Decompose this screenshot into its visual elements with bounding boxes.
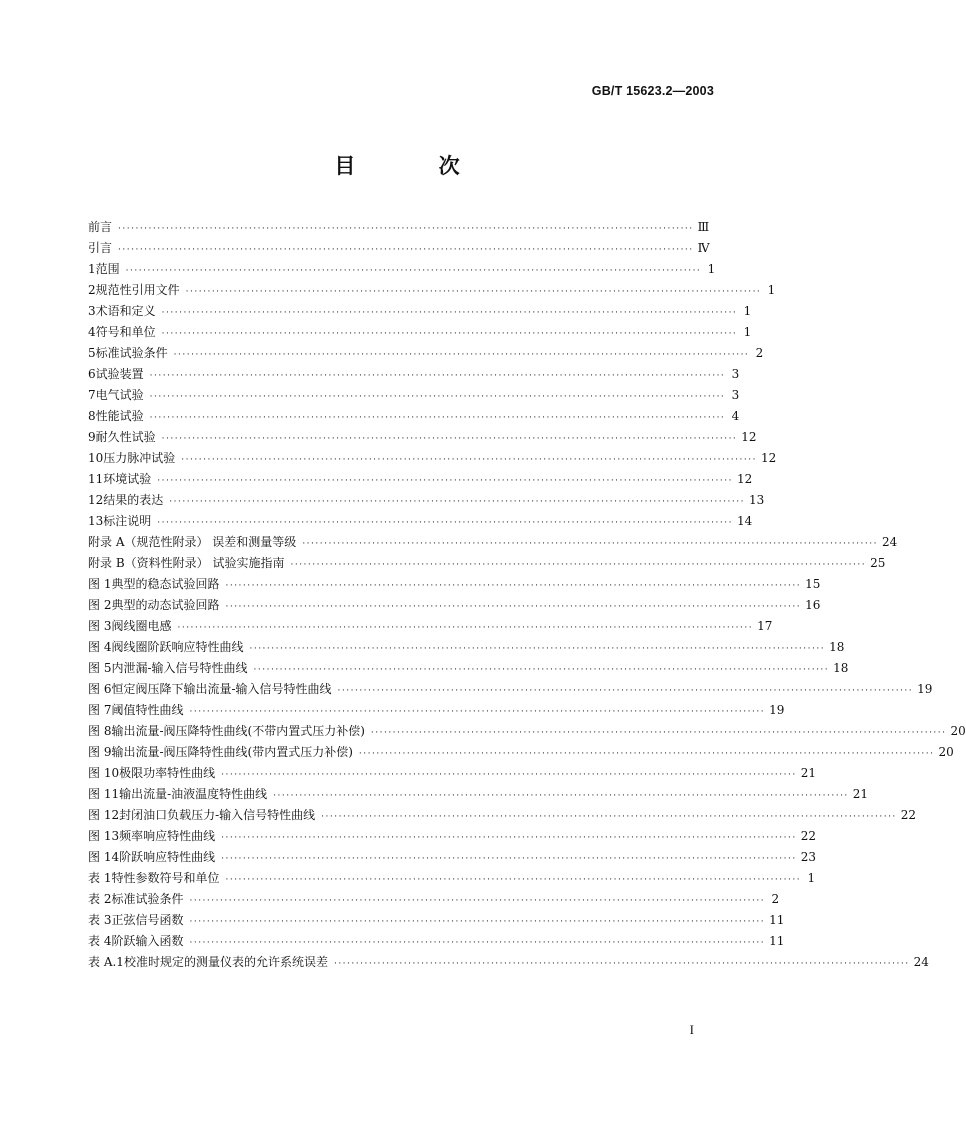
- toc-entry-leader: ····································································································································: [358, 749, 935, 759]
- toc-entry-number: 4: [88, 325, 96, 339]
- toc-entry-label: 环境试验: [103, 472, 152, 486]
- toc-entry-leader: ····································································································································: [221, 833, 797, 843]
- toc-entry-page: Ⅳ: [697, 241, 710, 255]
- toc-entry-number: 图 13: [88, 829, 120, 843]
- page-title: 目 次: [334, 154, 498, 178]
- toc-entry-label: 范围: [95, 262, 120, 276]
- toc-entry-number: 10: [88, 451, 104, 465]
- toc-entry-number: 图 10: [88, 766, 120, 780]
- toc-entry-page: 1: [743, 325, 752, 339]
- toc-entry[interactable]: [88, 952, 929, 973]
- toc-entry-page: 1: [743, 304, 752, 318]
- toc-entry[interactable]: [88, 616, 773, 637]
- toc-entry[interactable]: [88, 700, 785, 721]
- toc-entry-number: 2: [88, 283, 96, 297]
- toc-entry-label: 规范性引用文件: [95, 283, 180, 297]
- toc-entry-leader: ····································································································································: [225, 581, 802, 591]
- toc-entry-page: 1: [807, 871, 816, 885]
- toc-entry-leader: ····································································································································: [118, 245, 694, 255]
- toc-entry[interactable]: [88, 385, 740, 406]
- toc-entry-leader: ····································································································································: [189, 896, 766, 906]
- toc-entry-label: 阶跃输入函数: [111, 934, 184, 948]
- toc-entry[interactable]: [88, 364, 740, 385]
- toc-entry-label: 性能试验: [95, 409, 144, 423]
- toc-entry-label: 阀线圈电感: [111, 619, 172, 633]
- toc-entry-label: 输出流量-阀压降特性曲线(带内置式压力补偿): [111, 745, 353, 759]
- toc-entry[interactable]: [88, 238, 710, 259]
- toc-entry-label: 压力脉冲试验: [103, 451, 176, 465]
- toc-entry[interactable]: [88, 553, 886, 574]
- toc-entry-leader: ····································································································································: [225, 602, 802, 612]
- toc-entry-number: 13: [88, 514, 104, 528]
- toc-entry[interactable]: [88, 847, 817, 868]
- toc-entry[interactable]: [88, 721, 966, 742]
- toc-entry-number: 图 8: [88, 724, 112, 738]
- toc-entry-label: 极限功率特性曲线: [119, 766, 216, 780]
- toc-entry-leader: ····································································································································: [221, 770, 797, 780]
- toc-entry-number: 表 A.1: [88, 955, 124, 969]
- toc-entry-number: 图 4: [88, 640, 112, 654]
- toc-entry-leader: ····································································································································: [181, 455, 757, 465]
- toc-entry-leader: ····································································································································: [189, 917, 766, 927]
- toc-entry-page: 2: [771, 892, 780, 906]
- toc-entry-number: 7: [88, 388, 96, 402]
- toc-entry-page: 16: [805, 598, 821, 612]
- toc-entry-page: 3: [731, 367, 740, 381]
- toc-entry-leader: ····································································································································: [302, 539, 878, 549]
- toc-entry-number: 附录 B: [88, 556, 125, 570]
- toc-entry-leader: ····································································································································: [273, 791, 849, 801]
- toc-entry-label: 典型的稳态试验回路: [111, 577, 220, 591]
- toc-entry[interactable]: [88, 301, 752, 322]
- toc-entry[interactable]: [88, 658, 849, 679]
- toc-entry-page: 13: [748, 493, 765, 507]
- toc-entry-label: （资料性附录） 试验实施指南: [124, 556, 285, 570]
- toc-entry-label: 阶跃响应特性曲线: [119, 850, 216, 864]
- toc-entry-label: 频率响应特性曲线: [119, 829, 216, 843]
- toc-entry[interactable]: [88, 511, 753, 532]
- toc-entry-leader: ····································································································································: [157, 518, 733, 528]
- toc-entry-label: 符号和单位: [95, 325, 156, 339]
- table-of-contents: [88, 217, 966, 973]
- toc-entry-page: Ⅲ: [697, 220, 710, 234]
- toc-entry-page: 1: [767, 283, 776, 297]
- toc-entry-page: 2: [755, 346, 764, 360]
- toc-entry-leader: ····································································································································: [125, 266, 702, 276]
- toc-entry-leader: ····································································································································: [157, 476, 733, 486]
- toc-entry-page: 19: [769, 703, 785, 717]
- toc-entry[interactable]: [88, 406, 740, 427]
- toc-entry-leader: ····································································································································: [370, 728, 947, 738]
- toc-entry-label: 标注说明: [103, 514, 152, 528]
- toc-entry-label: 阈值特性曲线: [111, 703, 184, 717]
- toc-entry-label: 典型的动态试验回路: [111, 598, 220, 612]
- toc-entry-label: 校准时规定的测量仪表的允许系统误差: [123, 955, 328, 969]
- toc-entry-number: 表 2: [88, 892, 112, 906]
- toc-entry-page: 24: [913, 955, 929, 969]
- toc-entry-label: 引言: [88, 241, 113, 255]
- toc-entry-page: 18: [833, 661, 849, 675]
- toc-entry[interactable]: [88, 532, 898, 553]
- toc-entry[interactable]: [88, 574, 821, 595]
- toc-entry-number: 图 1: [88, 577, 112, 591]
- toc-entry-page: 20: [950, 724, 966, 738]
- toc-entry-number: 12: [88, 493, 104, 507]
- toc-entry[interactable]: [88, 595, 821, 616]
- toc-entry-number: 3: [88, 304, 96, 318]
- toc-entry-label: 前言: [88, 220, 113, 234]
- toc-entry[interactable]: [88, 343, 764, 364]
- toc-entry-number: 6: [88, 367, 96, 381]
- toc-entry-leader: ····································································································································: [161, 434, 738, 444]
- toc-entry-leader: ····································································································································: [149, 413, 726, 423]
- toc-entry-label: 内泄漏-输入信号特性曲线: [111, 661, 248, 675]
- toc-entry-page: 12: [741, 430, 757, 444]
- toc-entry-leader: ····································································································································: [221, 854, 797, 864]
- toc-entry[interactable]: [88, 679, 933, 700]
- toc-entry-number: 图 14: [88, 850, 120, 864]
- toc-entry-label: 封闭油口负载压力-输入信号特性曲线: [119, 808, 316, 822]
- toc-entry-leader: ····································································································································: [253, 665, 830, 675]
- toc-entry-page: 14: [736, 514, 753, 528]
- toc-entry-label: 阀线圈阶跃响应特性曲线: [111, 640, 244, 654]
- toc-entry-page: 24: [881, 535, 898, 549]
- toc-entry-page: 17: [757, 619, 773, 633]
- toc-entry-page: 1: [707, 262, 716, 276]
- toc-entry-page: 22: [800, 829, 817, 843]
- toc-entry-page: 15: [805, 577, 821, 591]
- toc-entry-leader: ····································································································································: [177, 623, 754, 633]
- toc-entry-label: 输出流量-油液温度特性曲线: [119, 787, 268, 801]
- toc-entry-page: 22: [900, 808, 917, 822]
- toc-entry-leader: ····································································································································: [161, 308, 738, 318]
- toc-entry-leader: ····································································································································: [169, 497, 745, 507]
- toc-entry-label: 正弦信号函数: [111, 913, 184, 927]
- toc-entry-label: 特性参数符号和单位: [111, 871, 220, 885]
- toc-entry-leader: ····································································································································: [118, 224, 694, 234]
- toc-entry[interactable]: [88, 280, 776, 301]
- toc-entry-page: 12: [760, 451, 777, 465]
- toc-entry[interactable]: [88, 217, 710, 238]
- toc-entry-page: 4: [731, 409, 740, 423]
- toc-entry-number: 图 2: [88, 598, 112, 612]
- toc-entry-number: 图 3: [88, 619, 112, 633]
- toc-entry-label: 标准试验条件: [111, 892, 184, 906]
- toc-entry-number: 图 7: [88, 703, 112, 717]
- toc-entry-page: 19: [917, 682, 933, 696]
- toc-entry[interactable]: [88, 448, 777, 469]
- toc-entry-leader: ····································································································································: [290, 560, 867, 570]
- toc-entry-label: 试验装置: [95, 367, 144, 381]
- toc-entry-number: 附录 A: [88, 535, 125, 549]
- toc-entry[interactable]: [88, 805, 917, 826]
- toc-entry-page: 25: [870, 556, 886, 570]
- toc-entry-label: （规范性附录） 误差和测量等级: [124, 535, 297, 549]
- toc-entry-leader: ····································································································································: [225, 875, 802, 885]
- toc-entry-page: 3: [731, 388, 740, 402]
- toc-entry[interactable]: [88, 910, 785, 931]
- toc-entry-number: 9: [88, 430, 96, 444]
- toc-entry-page: 11: [769, 934, 785, 948]
- toc-entry-page: 21: [852, 787, 869, 801]
- toc-entry-label: 恒定阀压降下输出流量-输入信号特性曲线: [111, 682, 332, 696]
- toc-entry-number: 表 3: [88, 913, 112, 927]
- toc-entry[interactable]: [88, 322, 752, 343]
- toc-entry-number: 图 12: [88, 808, 120, 822]
- toc-entry-number: 图 11: [88, 787, 120, 801]
- toc-entry-leader: ····································································································································: [185, 287, 762, 297]
- toc-entry-page: 11: [769, 913, 785, 927]
- toc-entry-page: 21: [800, 766, 817, 780]
- toc-entry[interactable]: [88, 637, 845, 658]
- toc-entry-number: 8: [88, 409, 96, 423]
- toc-entry-number: 表 1: [88, 871, 112, 885]
- toc-entry-number: 11: [88, 472, 104, 486]
- toc-entry-number: 图 5: [88, 661, 112, 675]
- page-number: I: [689, 1022, 694, 1037]
- toc-entry-label: 耐久性试验: [95, 430, 156, 444]
- standard-code: GB/T 15623.2—2003: [591, 84, 714, 98]
- toc-entry-label: 输出流量-阀压降特性曲线(不带内置式压力补偿): [111, 724, 365, 738]
- toc-entry-leader: ····································································································································: [333, 959, 910, 969]
- toc-entry[interactable]: [88, 742, 954, 763]
- toc-entry-number: 图 9: [88, 745, 112, 759]
- toc-entry-number: 5: [88, 346, 96, 360]
- toc-entry-page: 23: [800, 850, 817, 864]
- toc-entry[interactable]: [88, 931, 785, 952]
- toc-entry-page: 18: [829, 640, 845, 654]
- toc-entry-label: 电气试验: [95, 388, 144, 402]
- toc-entry-label: 标准试验条件: [95, 346, 168, 360]
- toc-entry-leader: ····································································································································: [249, 644, 826, 654]
- toc-entry[interactable]: [88, 784, 869, 805]
- toc-entry[interactable]: [88, 868, 816, 889]
- toc-entry-leader: ····································································································································: [173, 350, 750, 360]
- toc-entry[interactable]: [88, 490, 765, 511]
- toc-entry[interactable]: [88, 427, 757, 448]
- toc-entry-leader: ····································································································································: [161, 329, 738, 339]
- toc-entry[interactable]: [88, 826, 817, 847]
- toc-entry-leader: ····································································································································: [189, 707, 766, 717]
- toc-entry[interactable]: [88, 889, 780, 910]
- toc-entry-leader: ····································································································································: [337, 686, 914, 696]
- toc-entry[interactable]: [88, 763, 817, 784]
- toc-entry[interactable]: [88, 259, 716, 280]
- toc-entry-leader: ····································································································································: [321, 812, 897, 822]
- toc-entry-label: 结果的表达: [103, 493, 164, 507]
- toc-entry-number: 图 6: [88, 682, 112, 696]
- toc-entry[interactable]: [88, 469, 753, 490]
- toc-entry-label: 术语和定义: [95, 304, 156, 318]
- toc-entry-page: 12: [736, 472, 753, 486]
- toc-entry-leader: ····································································································································: [149, 392, 726, 402]
- toc-entry-number: 表 4: [88, 934, 112, 948]
- toc-entry-leader: ····································································································································: [189, 938, 766, 948]
- toc-entry-page: 20: [938, 745, 954, 759]
- toc-entry-number: 1: [88, 262, 96, 276]
- toc-entry-leader: ····································································································································: [149, 371, 726, 381]
